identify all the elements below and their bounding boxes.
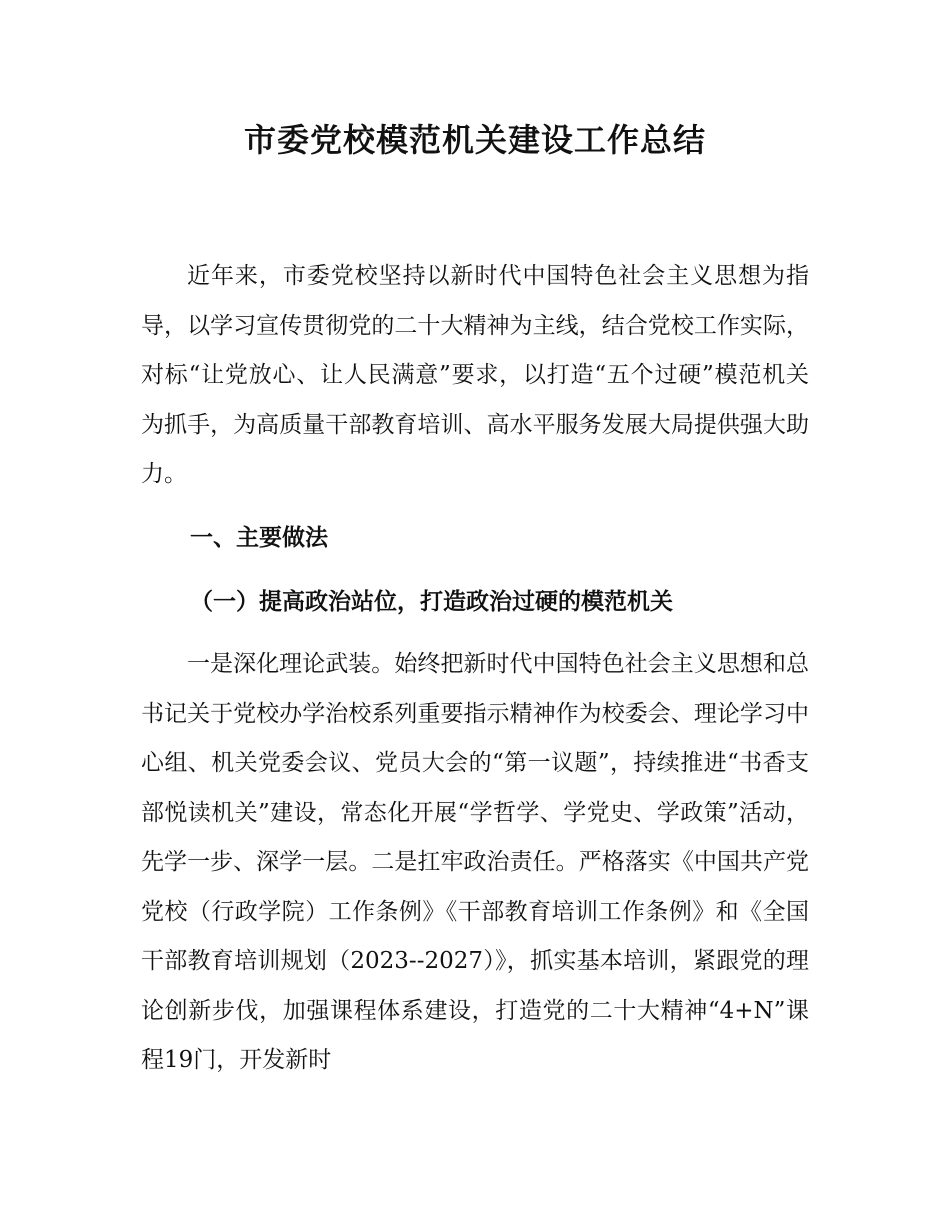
section-heading: 一、主要做法 (190, 525, 328, 551)
subsection-heading: （一）提高政治站位，打造政治过硬的模范机关 (190, 589, 673, 615)
subsection-paragraph: 一是深化理论武装。始终把新时代中国特色社会主义思想和总书记关于党校办学治校系列重要指示精神作为校委会、理论学习中心组、机关党委会议、党员大会的“第一议题”，持续推进“书香支部悦读机关”建设，常态化开展“学哲学、学党史、学政策”活动，先学一步、深学一层。二是扛牢政治责任。严格落实《中国共产党党校（行政学院）工作条例》《干部教育培训工作条例》和《全国干部教育培训规划（2023--2027）》，抓实基本培训，紧跟党的理论创新步伐，加强课程体系建设，打造党的二十大精神“4+N”课程19门，开发新时 (141, 651, 809, 1073)
intro-paragraph: 近年来，市委党校坚持以新时代中国特色社会主义思想为指导，以学习宣传贯彻党的二十大精神为主线，结合党校工作实际，对标“让党放心、让人民满意”要求，以打造“五个过硬”模范机关为抓手，为高质量干部教育培训、高水平服务发展大局提供强大助力。 (141, 263, 809, 487)
document-title: 市委党校模范机关建设工作总结 (243, 121, 706, 159)
